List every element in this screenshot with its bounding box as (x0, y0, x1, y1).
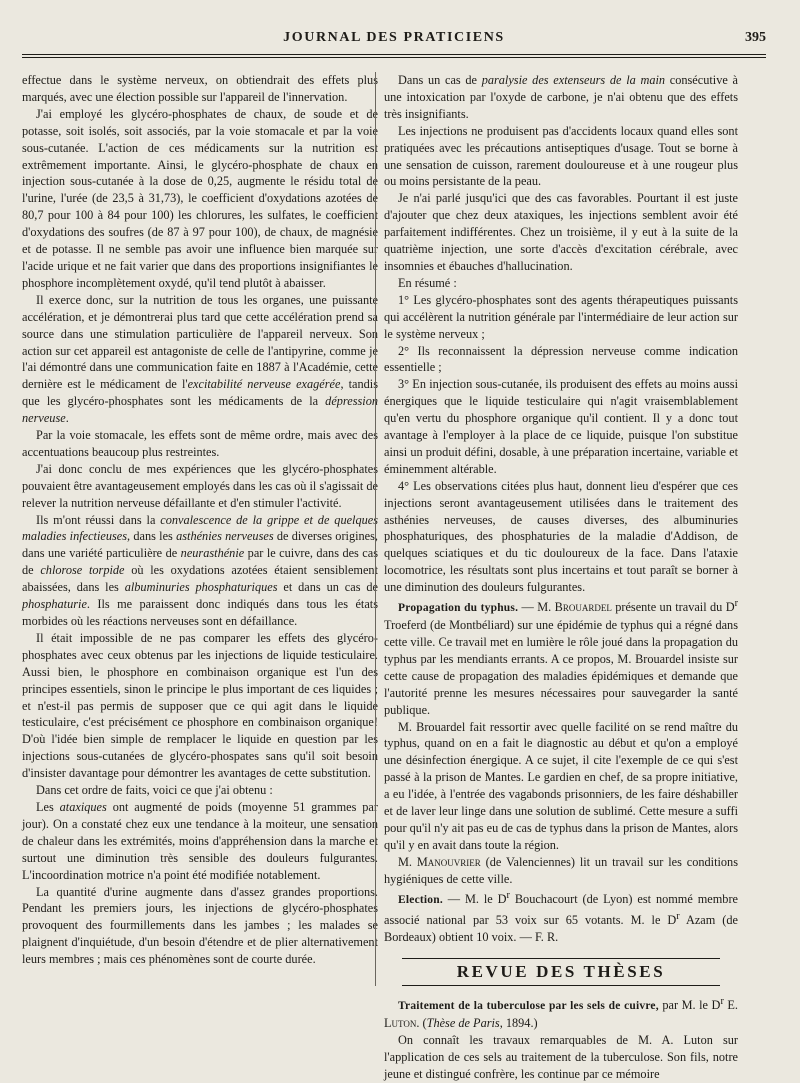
left-column (22, 72, 378, 968)
right-column (384, 72, 738, 1083)
paragraph: Traitement de la tuberculose par les sels de cuivre, par M. le $D^r$ E. Luton. (Thèse de Paris, 1894.) (384, 996, 738, 1031)
column-divider (375, 72, 376, 986)
paragraph: M. Manouvrier (de Valenciennes) lit un travail sur les conditions hygiéniques de cette ville. (384, 854, 738, 886)
paragraph: Dans cet ordre de faits, voici ce que j'ai obtenu : (36, 783, 273, 798)
paragraph: Propagation du typhus. — M. Brouardel présente un travail du $D^r$ Troeferd (de Montbéliard) sur une épidémie de typhus qui a régné dans cette ville. Ce travail met en lumière le rôle joué dans la propagation du typhus par les mendiants errants. A ce propos, M. Brouardel insiste sur cette cause de propagation des maladies épidémiques et demande que l'autorité prenne les mesures nécessaires pour sauvegarder la santé publique. (384, 598, 739, 717)
header-rule (22, 54, 766, 58)
paragraph: On connaît les travaux remarquables de M. A. Luton sur l'application de ces sels au traitement de la tuberculose. Son fils, notre jeune et distingué confrère, les continue par ce mémoire (384, 1033, 738, 1082)
heading-rule (402, 958, 720, 959)
paragraph: Je n'ai parlé jusqu'ici que des cas favorables. Pourtant il est juste d'ajouter que chez deux ataxiques, les injections semblent avoir été parfaitement indifférentes. Chez un troisième, il y eut à la suite de la quatrième injection, une sorte d'accès d'excitation cérébrale, avec insomnies et ébauches d'hallucination. (384, 191, 738, 273)
paragraph: Dans un cas de paralysie des extenseurs de la main consécutive à une intoxication par l'oxyde de carbone, je n'ai obtenu que des effets très insignifiants. (384, 73, 738, 121)
heading-rule (402, 985, 720, 986)
paragraph: Les ataxiques ont augmenté de poids (moyenne 51 grammes par jour). On a constaté chez eux une tendance à la moiteur, une sensation de chaleur dans les extrémités, moins d'appréhension dans la marche et surtout une diminution très sensible des douleurs fulgurantes. L'incoordination motrice n'a point été modifiée notablement. (22, 799, 378, 882)
section-label: Election. (398, 893, 443, 906)
paragraph: 3° En injection sous-cutanée, ils produisent des effets au moins aussi énergiques que le liquide testiculaire qui n'agit vraisemblablement qu'en vertu du phosphore organique qu'il contient. Il y a donc tout avantage à l'employer à la place de ce liquide, puisque l'on substitue ainsi un produit défini, dosable, à une préparation incertaine, variable et éminemment altérable. (384, 377, 738, 476)
paragraph: Election. — M. le $D^r$ Bouchacourt (de Lyon) est nommé membre associé national par 53 voix sur 65 votants. M. le $D^r$ Azam (de Bordeaux) obtient 10 voix. — F. R. (384, 889, 739, 944)
paragraph: Les injections ne produisent pas d'accidents locaux quand elles sont pratiquées avec les précautions antiseptiques d'usage. Tout se borne à une sensation de cuisson, rarement douloureuse et à une rougeur plus ou moins persistante de la peau. (384, 123, 738, 189)
paragraph: Par la voie stomacale, les effets sont de même ordre, mais avec des accentuations beaucoup plus restreintes. (22, 428, 378, 459)
paragraph: Il exerce donc, sur la nutrition de tous les organes, une puissante accélération, et je démontrerai plus tard que cette accélération prend sa source dans une stimulation particulière de l'appareil nerveux. Son action sur cet appareil est antagoniste de celle de l'antipyrine, comme je l'ai démontré dans une communication faite en 1887 à l'Académie, cette dernière est le médicament de l'excitabilité nerveuse exagérée, tandis que les glycéro-phosphates sont les médicaments de la dépression nerveuse. (22, 292, 378, 426)
paragraph: Ils m'ont réussi dans la convalescence de la grippe et de quelques maladies infectieuses, dans les asthénies nerveuses de diverses origines, dans une variété particulière de neurasthénie par le cuivre, dans des cas de chlorose torpide où les oxydations azotées étaient sensiblement abaissées, dans les albuminuries phosphaturiques et dans un cas de phosphaturie. Ils me paraissent donc indiqués dans tous les états morbides où les réactions nerveuses sont en défaillance. (22, 512, 379, 628)
paragraph: La quantité d'urine augmente dans d'assez grandes proportions. Pendant les premiers jours, les injections de glycéro-phosphates provoquent des fourmillements dans les jambes ; les malades se plaignent d'inquiétude, d'un besoin d'étendre et de plier alternativement leurs membres ; mais ces phénomènes sont de courte durée. (22, 884, 378, 967)
paragraph: 2° Ils reconnaissent la dépression nerveuse comme indication essentielle ; (384, 343, 738, 375)
paragraph: effectue dans le système nerveux, on obtiendrait des effets plus marqués, avec une élection possible sur l'appareil de l'innervation. (22, 73, 378, 104)
paragraph: J'ai donc conclu de mes expériences que les glycéro-phosphates pouvaient être avantageusement employés dans les cas où il s'agissait de relever la nutrition nerveuse défaillante et d'en stimuler l'activité. (22, 461, 378, 510)
paragraph: M. Brouardel fait ressortir avec quelle facilité on se rend maître du typhus, quand on en a fait le diagnostic au début et qu'on a employé une désinfection énergique. A ce sujet, il cite l'exemple de ce qui s'est passé à la prison de Mantes. Le gardien en chef, de sa propre initiative, a eu l'idée, à l'entrée des vagabonds prisonniers, de les faire déshabiller et de laver leur linge dans une solution de sublimé. Cette mesure a suffi pour qu'il n'y ait pas eu de cas de typhus dans la prison de Mantes, alors qu'il y en avait dans toute la région. (384, 719, 738, 852)
section-heading (384, 958, 738, 987)
paragraph: Il était impossible de ne pas comparer les effets des glycéro-phosphates avec ceux obtenus par les injections de liquide testiculaire. Aussi bien, le phosphore en combinaison organique est l'un des principes essentiels, sinon le principe le plus important de ces liquides ; et n'est-il pas permis de supposer que ce qui agit dans le liquide testiculaire, c'est précisément ce phosphore en combinaison organique! D'où l'idée bien simple de remplacer le liquide en question par les injections sous-cutanées de glycéro-phospates sans qu'il soit besoin d'insister davantage pour démontrer les avantages de cette substitution. (22, 630, 378, 781)
page-number: 395 (745, 30, 766, 45)
paragraph: 4° Les observations citées plus haut, donnent lieu d'espérer que ces injections seront avantageusement utilisées dans le traitement des asthénies nerveuses, de causes diverses, des albuminuries phosphaturiques, des phosphaturies de la maladie d'Addison, de quelques sciatiques et du tic douloureux de la face. Dans l'ataxie locomotrice, les résultats sont plus incertains et tout paraît se borner à une diminution des douleurs fulgurantes. (384, 478, 738, 595)
section-heading-text: REVUE DES THÈSES (456, 961, 666, 981)
article-title: Traitement de la tuberculose par les sels de cuivre, (398, 1000, 659, 1013)
paragraph: En résumé : (398, 275, 457, 290)
paragraph: 1° Les glycéro-phosphates sont des agents thérapeutiques puissants qui accélèrent la nutrition générale par l'intermédiaire de leur action sur le système nerveux ; (384, 292, 738, 341)
journal-title: JOURNAL DES PRATICIENS (283, 30, 505, 45)
page-header (22, 30, 766, 52)
section-label: Propagation du typhus. (398, 602, 519, 615)
paragraph: J'ai employé les glycéro-phosphates de chaux, de soude et de potasse, soit isolés, soit associés, par la voie stomacale et par la voie sous-cutanée. L'action de ces médicaments sur la nutrition est extrêmement importante. Ainsi, le glycéro-phosphate de chaux en injection sous-cutanée à la dose de 0,25, augmente le résidu total de l'urine, l'urée (de 23,5 à 31,73), le coefficient d'oxydations azotées de 80,7 pour 100 à 84 pour 100) les chlorures, les sulfates, le coefficient d'oxydations des soufres (de 87 à 97 pour 100), de chaux, de magnésie et de potasse. Il ne semble pas avoir une influence bien marquée sur l'acide urique et ne fait varier que dans des proportions insignifiantes le phosphore incomplètement oxydé, qu'il tend plutôt à abaisser. (22, 106, 378, 290)
